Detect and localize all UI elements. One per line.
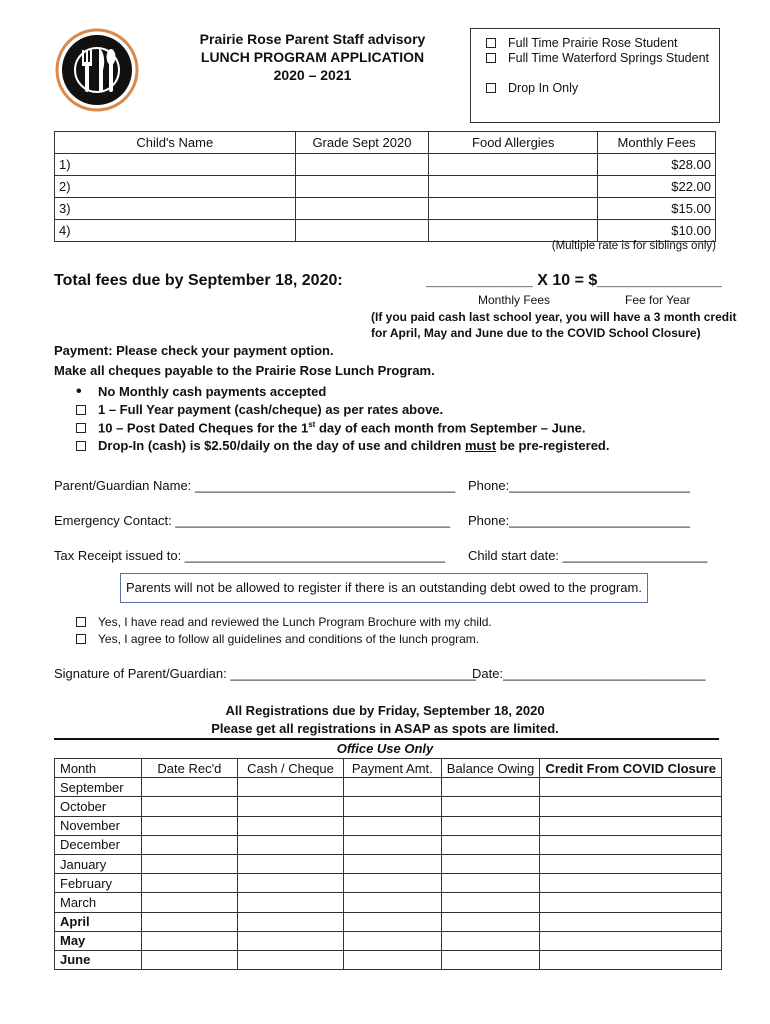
table-row <box>55 220 716 242</box>
checkbox[interactable] <box>76 441 86 451</box>
bullet-icon: • <box>76 383 82 400</box>
child-name-cell[interactable]: 3) <box>55 198 296 220</box>
title-org: Prairie Rose Parent Staff advisory <box>199 31 426 47</box>
header-payment-amt: Payment Amt. <box>344 759 441 778</box>
checkbox[interactable] <box>76 423 86 433</box>
emergency-phone-field[interactable]: Phone:_________________________ <box>468 513 690 528</box>
payment-amt-cell[interactable] <box>344 816 441 835</box>
header-grade: Grade Sept 2020 <box>295 132 429 154</box>
payment-amt-cell[interactable] <box>344 893 441 912</box>
month-cell: April <box>55 912 142 931</box>
date-recd-cell[interactable] <box>141 874 237 893</box>
payment-amt-cell[interactable] <box>344 931 441 950</box>
payment-amt-cell[interactable] <box>344 797 441 816</box>
allergies-cell[interactable] <box>429 220 598 242</box>
month-cell: November <box>55 816 142 835</box>
covid-credit-cell[interactable] <box>540 874 722 893</box>
date-recd-cell[interactable] <box>141 835 237 854</box>
total-fees-label: Total fees due by September 18, 2020: <box>54 272 343 289</box>
month-cell: February <box>55 874 142 893</box>
registration-deadline: All Registrations due by Friday, September 18, 2020 <box>225 703 545 718</box>
outstanding-debt-notice: Parents will not be allowed to register if there is an outstanding debt owed to the program. <box>120 573 648 603</box>
payment-amt-cell[interactable] <box>344 778 441 797</box>
balance-owing-cell[interactable] <box>441 854 540 873</box>
checkbox[interactable] <box>486 53 496 63</box>
date-recd-cell[interactable] <box>141 797 237 816</box>
payment-item-no-cash: • No Monthly cash payments accepted <box>76 383 327 400</box>
agree-brochure[interactable]: Yes, I have read and reviewed the Lunch Program Brochure with my child. <box>76 615 492 629</box>
table-row <box>55 950 722 969</box>
covid-credit-cell[interactable] <box>540 778 722 797</box>
balance-owing-cell[interactable] <box>441 893 540 912</box>
covid-credit-cell[interactable] <box>540 835 722 854</box>
month-cell: September <box>55 778 142 797</box>
fork-knife-plate-icon <box>55 28 139 112</box>
table-row <box>55 835 722 854</box>
table-row <box>55 854 722 873</box>
header-child-name: Child's Name <box>55 132 296 154</box>
table-row <box>55 893 722 912</box>
tax-receipt-field[interactable]: Tax Receipt issued to: ____________________________________ <box>54 548 446 563</box>
covid-credit-note: (If you paid cash last school year, you will have a 3 month credit for April, May and June due to the COVID School Closure) <box>371 310 737 340</box>
monthly-fees-label: Monthly Fees <box>478 293 551 307</box>
header-covid-credit: Credit From COVID Closure <box>540 759 722 778</box>
date-recd-cell[interactable] <box>141 854 237 873</box>
month-cell: March <box>55 893 142 912</box>
enrollment-options-box <box>470 28 720 123</box>
fee-for-year-label: Fee for Year <box>625 293 691 307</box>
month-cell: December <box>55 835 142 854</box>
month-cell: October <box>55 797 142 816</box>
fee-cell: $22.00 <box>598 176 716 198</box>
grade-cell[interactable] <box>295 220 429 242</box>
header-allergies: Food Allergies <box>429 132 598 154</box>
payment-item-post-dated[interactable]: 10 – Post Dated Cheques for the 1st day of each month from September – June. <box>76 420 586 435</box>
table-row <box>55 797 722 816</box>
fee-cell: $15.00 <box>598 198 716 220</box>
table-row <box>55 912 722 931</box>
balance-owing-cell[interactable] <box>441 874 540 893</box>
child-start-date-field[interactable]: Child start date: ____________________ <box>468 548 708 563</box>
emergency-contact-field[interactable]: Emergency Contact: ______________________________________ <box>54 513 451 528</box>
date-recd-cell[interactable] <box>141 950 237 969</box>
balance-owing-cell[interactable] <box>441 816 540 835</box>
date-recd-cell[interactable] <box>141 931 237 950</box>
cash-cheque-cell[interactable] <box>237 797 343 816</box>
parent-guardian-name-field[interactable]: Parent/Guardian Name: ____________________________________ <box>54 478 456 493</box>
checkbox[interactable] <box>76 634 86 644</box>
payment-amt-cell[interactable] <box>344 854 441 873</box>
fee-cell: $28.00 <box>598 154 716 176</box>
cash-cheque-cell[interactable] <box>237 854 343 873</box>
covid-credit-cell[interactable] <box>540 816 722 835</box>
covid-credit-cell[interactable] <box>540 912 722 931</box>
office-use-table <box>54 758 722 970</box>
covid-credit-cell[interactable] <box>540 854 722 873</box>
fee-cell: $10.00 <box>598 220 716 242</box>
payment-amt-cell[interactable] <box>344 835 441 854</box>
checkbox[interactable] <box>76 617 86 627</box>
option-waterford-springs[interactable]: Full Time Waterford Springs Student <box>486 51 709 65</box>
balance-owing-cell[interactable] <box>441 835 540 854</box>
title-program: LUNCH PROGRAM APPLICATION <box>200 49 425 65</box>
date-recd-cell[interactable] <box>141 912 237 931</box>
date-field[interactable]: Date:____________________________ <box>472 666 706 681</box>
payment-item-full-year[interactable]: 1 – Full Year payment (cash/cheque) as per rates above. <box>76 402 443 417</box>
cash-cheque-cell[interactable] <box>237 931 343 950</box>
form-title <box>180 30 445 84</box>
table-row <box>55 778 722 797</box>
header-date-recd: Date Rec'd <box>141 759 237 778</box>
table-row <box>55 198 716 220</box>
covid-credit-cell[interactable] <box>540 931 722 950</box>
cash-cheque-cell[interactable] <box>237 950 343 969</box>
fee-calculation-field[interactable]: ____________ X 10 = $______________ <box>426 272 722 289</box>
month-cell: January <box>55 854 142 873</box>
payment-instruction: Payment: Please check your payment option. <box>54 343 334 358</box>
divider <box>54 738 719 740</box>
cash-cheque-cell[interactable] <box>237 912 343 931</box>
balance-owing-cell[interactable] <box>441 950 540 969</box>
balance-owing-cell[interactable] <box>441 912 540 931</box>
registration-asap-note: Please get all registrations in ASAP as spots are limited. <box>211 721 559 736</box>
child-name-cell[interactable]: 4) <box>55 220 296 242</box>
checkbox[interactable] <box>486 38 496 48</box>
checkbox[interactable] <box>486 83 496 93</box>
covid-credit-cell[interactable] <box>540 797 722 816</box>
payment-amt-cell[interactable] <box>344 874 441 893</box>
header-monthly-fees: Monthly Fees <box>598 132 716 154</box>
option-drop-in[interactable]: Drop In Only <box>486 81 578 95</box>
month-cell: May <box>55 931 142 950</box>
date-recd-cell[interactable] <box>141 778 237 797</box>
payment-amt-cell[interactable] <box>344 912 441 931</box>
cash-cheque-cell[interactable] <box>237 816 343 835</box>
cash-cheque-cell[interactable] <box>237 778 343 797</box>
date-recd-cell[interactable] <box>141 816 237 835</box>
cheque-instruction: Make all cheques payable to the Prairie Rose Lunch Program. <box>54 363 435 378</box>
balance-owing-cell[interactable] <box>441 797 540 816</box>
allergies-cell[interactable] <box>429 176 598 198</box>
payment-amt-cell[interactable] <box>344 950 441 969</box>
month-cell: June <box>55 950 142 969</box>
cash-cheque-cell[interactable] <box>237 835 343 854</box>
covid-credit-cell[interactable] <box>540 893 722 912</box>
allergies-cell[interactable] <box>429 198 598 220</box>
option-prairie-rose[interactable]: Full Time Prairie Rose Student <box>486 36 678 50</box>
grade-cell[interactable] <box>295 176 429 198</box>
balance-owing-cell[interactable] <box>441 931 540 950</box>
signature-field[interactable]: Signature of Parent/Guardian: __________________________________ <box>54 666 477 681</box>
table-row <box>55 874 722 893</box>
header-month: Month <box>55 759 142 778</box>
table-row <box>55 176 716 198</box>
covid-credit-cell[interactable] <box>540 950 722 969</box>
header-cash-cheque: Cash / Cheque <box>237 759 343 778</box>
payment-item-drop-in[interactable]: Drop-In (cash) is $2.50/daily on the day of use and children must be pre-registered. <box>76 438 609 453</box>
balance-owing-cell[interactable] <box>441 778 540 797</box>
table-row <box>55 154 716 176</box>
agree-guidelines[interactable]: Yes, I agree to follow all guidelines and conditions of the lunch program. <box>76 632 479 646</box>
header-balance-owing: Balance Owing <box>441 759 540 778</box>
sibling-rate-note: (Multiple rate is for siblings only) <box>551 240 716 252</box>
grade-cell[interactable] <box>295 198 429 220</box>
title-year: 2020 – 2021 <box>273 67 352 83</box>
child-name-cell[interactable]: 1) <box>55 154 296 176</box>
cash-cheque-cell[interactable] <box>237 874 343 893</box>
grade-cell[interactable] <box>295 154 429 176</box>
child-info-table <box>54 131 716 242</box>
phone-field[interactable]: Phone:_________________________ <box>468 478 690 493</box>
office-use-heading: Office Use Only <box>336 741 434 756</box>
table-row <box>55 816 722 835</box>
checkbox[interactable] <box>76 405 86 415</box>
table-row <box>55 931 722 950</box>
child-name-cell[interactable]: 2) <box>55 176 296 198</box>
date-recd-cell[interactable] <box>141 893 237 912</box>
cash-cheque-cell[interactable] <box>237 893 343 912</box>
allergies-cell[interactable] <box>429 154 598 176</box>
